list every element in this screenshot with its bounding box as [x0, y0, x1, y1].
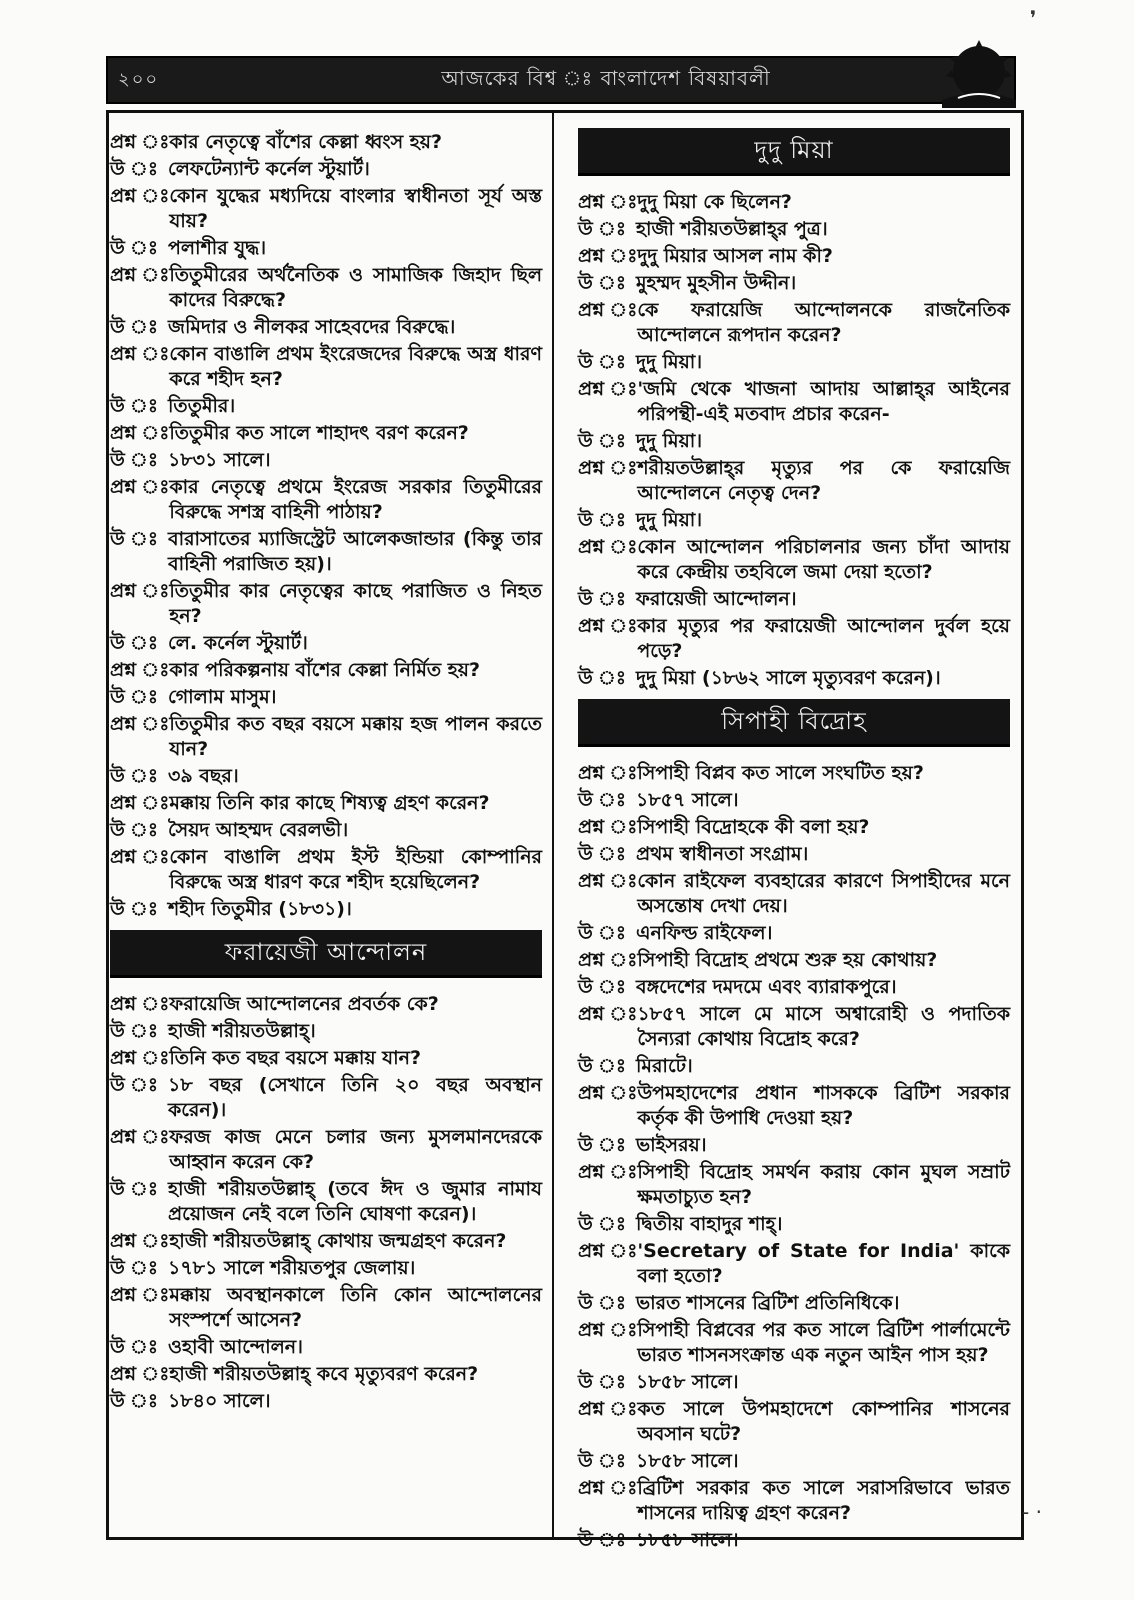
answer-text: ১৮৫৮ সালে। [636, 1450, 739, 1472]
question-item [578, 535, 1010, 585]
question-text: কোন বাঙালি প্রথম ইংরেজদের বিরুদ্ধে অস্ত্র ধারণ করে শহীদ হন? [169, 343, 542, 390]
question-item [578, 1160, 1010, 1210]
question-item [110, 1125, 542, 1175]
answer-item [110, 1256, 542, 1281]
question-text: কার মৃত্যুর পর ফরায়েজী আন্দোলন দুর্বল হয়ে পড়ে? [637, 615, 1010, 662]
question-text: কার নেতৃত্বে বাঁশের কেল্লা ধ্বংস হয়? [169, 131, 442, 153]
question-text: ফরায়েজি আন্দোলনের প্রবর্তক কে? [169, 993, 439, 1015]
answer-text: ৩৯ বছর। [168, 765, 239, 787]
left-column [110, 130, 542, 1416]
answer-marker: উ ঃ [110, 158, 158, 180]
answer-text: শহীদ তিতুমীর (১৮৩১)। [168, 898, 352, 920]
question-marker: প্রশ্ন ঃ [578, 1398, 638, 1420]
answer-text: হাজী শরীয়তউল্লাহ্‌র পুত্র। [636, 218, 828, 240]
answer-marker: উ ঃ [110, 1336, 158, 1358]
question-text: কোন বাঙালি প্রথম ইস্ট ইন্ডিয়া কোম্পানির বিরুদ্ধে অস্ত্র ধারণ করে শহীদ হয়েছিলেন? [169, 846, 542, 893]
answer-item [110, 394, 542, 419]
answer-marker: উ ঃ [578, 667, 626, 689]
question-item [110, 263, 542, 313]
answer-marker: উ ঃ [110, 632, 158, 654]
question-item [578, 377, 1010, 427]
question-marker: প্রশ্ন ঃ [110, 1363, 170, 1385]
question-marker: প্রশ্ন ঃ [110, 264, 170, 286]
question-marker: প্রশ্ন ঃ [110, 476, 170, 498]
answer-item [578, 1449, 1010, 1474]
answer-item [578, 1133, 1010, 1158]
answer-text: পলাশীর যুদ্ধ। [168, 237, 266, 259]
question-item [110, 184, 542, 234]
answer-text: তিতুমীর। [168, 395, 236, 417]
question-marker: প্রশ্ন ঃ [578, 299, 638, 321]
answer-item [578, 217, 1010, 242]
answer-item [110, 1073, 542, 1123]
question-item [578, 614, 1010, 664]
question-text: কোন রাইফেল ব্যবহারের কারণে সিপাহীদের মনে অসন্তোষ দেখা দেয়। [637, 870, 1010, 917]
answer-item [110, 631, 542, 656]
question-item [110, 579, 542, 629]
answer-marker: উ ঃ [578, 509, 626, 531]
answer-item [110, 818, 542, 843]
answer-marker: উ ঃ [110, 395, 158, 417]
answer-marker: উ ঃ [578, 218, 626, 240]
answer-text: হাজী শরীয়তউল্লাহ্। [168, 1020, 316, 1042]
answer-item [110, 448, 542, 473]
answer-item [110, 527, 542, 577]
answer-item [110, 1335, 542, 1360]
section-heading-sepoy-mutiny: সিপাহী বিদ্রোহ [578, 699, 1010, 747]
question-item [578, 948, 1010, 973]
question-text: সিপাহী বিপ্লব কত সালে সংঘটিত হয়? [637, 762, 924, 784]
answer-item [110, 1389, 542, 1414]
answer-item [578, 271, 1010, 296]
question-item [110, 712, 542, 762]
question-marker: প্রশ্ন ঃ [578, 1003, 638, 1025]
question-text: কে ফরায়েজি আন্দোলনকে রাজনৈতিক আন্দোলনে রূপদান করেন? [637, 299, 1010, 346]
answer-marker: উ ঃ [110, 1178, 158, 1200]
answer-text: দুদু মিয়া (১৮৬২ সালে মৃত্যুবরণ করেন)। [636, 667, 941, 689]
question-item [110, 658, 542, 683]
question-item [578, 1081, 1010, 1131]
answer-text: গোলাম মাসুম। [168, 686, 277, 708]
question-item [110, 475, 542, 525]
answer-marker: উ ঃ [578, 976, 626, 998]
answer-marker: উ ঃ [578, 1055, 626, 1077]
question-marker: প্রশ্ন ঃ [578, 1319, 638, 1341]
question-item [578, 1476, 1010, 1526]
question-item [578, 456, 1010, 506]
answer-marker: উ ঃ [578, 1134, 626, 1156]
answer-item [578, 429, 1010, 454]
column-divider [552, 110, 554, 1540]
answer-text: সৈয়দ আহম্মদ বেরলভী। [168, 819, 349, 841]
question-marker: প্রশ্ন ঃ [110, 846, 170, 868]
answer-item [110, 236, 542, 261]
question-text: 'জমি থেকে খাজনা আদায় আল্লাহ্‌র আইনের পরিপন্থী-এই মতবাদ প্রচার করেন- [637, 378, 1010, 425]
question-marker: প্রশ্ন ঃ [578, 816, 638, 838]
question-item [110, 130, 542, 155]
answer-marker: উ ঃ [110, 1074, 158, 1096]
answer-marker: উ ঃ [110, 765, 158, 787]
question-item [110, 845, 542, 895]
answer-marker: উ ঃ [110, 449, 158, 471]
question-marker: প্রশ্ন ঃ [578, 870, 638, 892]
answer-text: দুদু মিয়া। [636, 430, 703, 452]
question-item [110, 791, 542, 816]
answer-text: ১৮৪০ সালে। [168, 1390, 271, 1412]
answer-text: হাজী শরীয়তউল্লাহ্ (তবে ঈদ ও জুমার নামায প্রয়োজন নেই বলে তিনি ঘোষণা করেন)। [168, 1178, 542, 1225]
answer-item [578, 921, 1010, 946]
answer-text: মুহম্মদ মুহসীন উদ্দীন। [636, 272, 797, 294]
question-item [110, 1362, 542, 1387]
question-marker: প্রশ্ন ঃ [578, 1161, 638, 1183]
question-item [578, 815, 1010, 840]
answer-text: দুদু মিয়া। [636, 351, 703, 373]
question-text: কার পরিকল্পনায় বাঁশের কেল্লা নির্মিত হয়? [169, 659, 480, 681]
answer-text: জমিদার ও নীলকর সাহেবদের বিরুদ্ধে। [168, 316, 456, 338]
question-item [578, 1239, 1010, 1289]
answer-marker: উ ঃ [110, 1020, 158, 1042]
scan-mark: - · [1022, 1500, 1042, 1524]
running-title: আজকের বিশ্ব ঃ বাংলাদেশ বিষয়াবলী [441, 65, 771, 90]
question-text: হাজী শরীয়তউল্লাহ্ কোথায় জন্মগ্রহণ করেন? [169, 1230, 507, 1252]
answer-item [578, 1370, 1010, 1395]
answer-text: ভারত শাসনের ব্রিটিশ প্রতিনিধিকে। [636, 1292, 900, 1314]
question-marker: প্রশ্ন ঃ [578, 245, 638, 267]
answer-item [578, 666, 1010, 691]
scan-mark: ❜ [1030, 6, 1037, 30]
question-text: কত সালে উপমহাদেশে কোম্পানির শাসনের অবসান ঘটে? [637, 1398, 1010, 1445]
question-marker: প্রশ্ন ঃ [110, 131, 170, 153]
question-item [578, 190, 1010, 215]
question-text: কোন যুদ্ধের মধ্যদিয়ে বাংলার স্বাধীনতা সূর্য অস্ত যায়? [169, 185, 542, 232]
question-text: দুদু মিয়া কে ছিলেন? [637, 191, 792, 213]
answer-item [578, 508, 1010, 533]
question-marker: প্রশ্ন ঃ [578, 1082, 638, 1104]
sepoy-mutiny-qa-list [578, 761, 1010, 1553]
titumir-qa-list [110, 130, 542, 922]
question-text: সিপাহী বিদ্রোহ প্রথমে শুরু হয় কোথায়? [637, 949, 938, 971]
right-column [578, 124, 1010, 1555]
question-text: সিপাহী বিদ্রোহ সমর্থন করায় কোন মুঘল সম্রাট ক্ষমতাচ্যুত হন? [637, 1161, 1010, 1208]
answer-text: দ্বিতীয় বাহাদুর শাহ্‌। [636, 1213, 783, 1235]
answer-text: ১৮ বছর (সেখানে তিনি ২০ বছর অবস্থান করেন)। [168, 1074, 542, 1121]
question-text: কার নেতৃত্বে প্রথমে ইংরেজ সরকার তিতুমীরের বিরুদ্ধে সশস্ত্র বাহিনী পাঠায়? [169, 476, 542, 523]
question-text: 'Secretary of State for India' কাকে বলা হতো? [637, 1240, 1010, 1287]
answer-item [578, 842, 1010, 867]
question-text: মক্কায় তিনি কার কাছে শিষ্যত্ব গ্রহণ করেন? [169, 792, 490, 814]
section-heading-dudu-miya: দুদু মিয়া [578, 128, 1010, 176]
question-text: মক্কায় অবস্থানকালে তিনি কোন আন্দোলনের সংস্পর্শে আসেন? [169, 1284, 542, 1331]
question-marker: প্রশ্ন ঃ [110, 993, 170, 1015]
question-text: উপমহাদেশের প্রধান শাসককে ব্রিটিশ সরকার কর্তৃক কী উপাধি দেওয়া হয়? [637, 1082, 1010, 1129]
answer-marker: উ ঃ [110, 237, 158, 259]
question-marker: প্রশ্ন ঃ [110, 659, 170, 681]
question-item [110, 1283, 542, 1333]
question-marker: প্রশ্ন ঃ [578, 762, 638, 784]
answer-item [578, 975, 1010, 1000]
answer-item [578, 1291, 1010, 1316]
answer-text: ১৮৫৭ সালে। [636, 789, 739, 811]
question-item [578, 244, 1010, 269]
answer-text: প্রথম স্বাধীনতা সংগ্রাম। [636, 843, 809, 865]
question-item [578, 1318, 1010, 1368]
answer-item [110, 1019, 542, 1044]
question-text: ব্রিটিশ সরকার কত সালে সরাসরিভাবে ভারত শাসনের দায়িত্ব গ্রহণ করেন? [637, 1477, 1010, 1524]
question-text: দুদু মিয়ার আসল নাম কী? [637, 245, 833, 267]
answer-marker: উ ঃ [110, 1257, 158, 1279]
question-text: শরীয়তউল্লাহ্‌র মৃত্যুর পর কে ফরায়েজি আন্দোলনে নেতৃত্ব দেন? [637, 457, 1010, 504]
question-text: সিপাহী বিপ্লবের পর কত সালে ব্রিটিশ পার্লামেন্টে ভারত শাসনসংক্রান্ত এক নতুন আইন পাস হয়? [637, 1319, 1010, 1366]
question-marker: প্রশ্ন ঃ [110, 1284, 170, 1306]
answer-item [578, 587, 1010, 612]
question-marker: প্রশ্ন ঃ [578, 949, 638, 971]
answer-item [110, 897, 542, 922]
dudu-miya-qa-list [578, 190, 1010, 691]
question-marker: প্রশ্ন ঃ [578, 378, 638, 400]
question-text: সিপাহী বিদ্রোহকে কী বলা হয়? [637, 816, 870, 838]
answer-item [578, 1212, 1010, 1237]
answer-marker: উ ঃ [110, 686, 158, 708]
question-text: তিতুমীরের অর্থনৈতিক ও সামাজিক জিহাদ ছিল কাদের বিরুদ্ধে? [169, 264, 542, 311]
question-marker: প্রশ্ন ঃ [110, 185, 170, 207]
question-text: তিনি কত বছর বয়সে মক্কায় যান? [169, 1047, 421, 1069]
question-marker: প্রশ্ন ঃ [578, 615, 638, 637]
answer-marker: উ ঃ [578, 922, 626, 944]
answer-text: দুদু মিয়া। [636, 509, 703, 531]
question-item [578, 761, 1010, 786]
answer-item [110, 764, 542, 789]
answer-marker: উ ঃ [578, 1292, 626, 1314]
question-text: ১৮৫৭ সালে মে মাসে অশ্বারোহী ও পদাতিক সৈন্যরা কোথায় বিদ্রোহ করে? [637, 1003, 1010, 1050]
answer-text: ফরায়েজী আন্দোলন। [636, 588, 797, 610]
question-marker: প্রশ্ন ঃ [578, 457, 638, 479]
question-marker: প্রশ্ন ঃ [110, 422, 170, 444]
question-item [578, 1002, 1010, 1052]
question-text: তিতুমীর কত বছর বয়সে মক্কায় হজ পালন করতে যান? [169, 713, 542, 760]
answer-text: ওহাবী আন্দোলন। [168, 1336, 303, 1358]
question-text: তিতুমীর কার নেতৃত্বের কাছে পরাজিত ও নিহত হন? [169, 580, 542, 627]
answer-text: বঙ্গদেশের দমদমে এবং ব্যারাকপুরে। [636, 976, 897, 998]
question-item [110, 1046, 542, 1071]
answer-marker: উ ঃ [110, 1390, 158, 1412]
answer-marker: উ ঃ [578, 1450, 626, 1472]
question-marker: প্রশ্ন ঃ [110, 1126, 170, 1148]
answer-marker: উ ঃ [578, 351, 626, 373]
answer-text: এনফিল্ড রাইফেল। [636, 922, 773, 944]
answer-marker: উ ঃ [110, 528, 158, 550]
answer-text: লে. কর্নেল স্টুয়ার্ট। [168, 632, 308, 654]
question-marker: প্রশ্ন ঃ [110, 713, 170, 735]
question-item [578, 298, 1010, 348]
answer-marker: উ ঃ [110, 316, 158, 338]
answer-marker: উ ঃ [578, 430, 626, 452]
answer-text: বারাসাতের ম্যাজিস্ট্রেট আলেকজান্ডার (কিন্তু তার বাহিনী পরাজিত হয়)। [168, 528, 542, 575]
answer-item [578, 350, 1010, 375]
page-header-banner [106, 56, 1016, 104]
question-marker: প্রশ্ন ঃ [110, 792, 170, 814]
answer-marker: উ ঃ [578, 272, 626, 294]
page-number: ২০০ [118, 68, 160, 90]
answer-text: লেফটেন্যান্ট কর্নেল স্টুয়ার্ট। [168, 158, 370, 180]
question-text: ফরজ কাজ মেনে চলার জন্য মুসলমানদেরকে আহ্বান করেন কে? [169, 1126, 542, 1173]
question-item [110, 992, 542, 1017]
answer-text: ১৭৮১ সালে শরীয়তপুর জেলায়। [168, 1257, 416, 1279]
section-heading-faraizi: ফরায়েজী আন্দোলন [110, 930, 542, 978]
answer-marker: উ ঃ [110, 898, 158, 920]
answer-item [110, 1177, 542, 1227]
publisher-emblem-icon [938, 38, 1020, 110]
question-text: তিতুমীর কত সালে শাহাদৎ বরণ করেন? [169, 422, 469, 444]
answer-text: মিরাটে। [636, 1055, 693, 1077]
answer-text: ১৮৫৮ সালে। [636, 1529, 739, 1551]
answer-item [110, 685, 542, 710]
answer-marker: উ ঃ [578, 843, 626, 865]
answer-text: ভাইসরয়। [636, 1134, 707, 1156]
answer-item [110, 157, 542, 182]
question-marker: প্রশ্ন ঃ [578, 536, 638, 558]
answer-item [578, 788, 1010, 813]
answer-marker: উ ঃ [578, 1213, 626, 1235]
question-marker: প্রশ্ন ঃ [578, 191, 638, 213]
faraizi-qa-list [110, 992, 542, 1414]
question-item [110, 1229, 542, 1254]
answer-item [578, 1054, 1010, 1079]
question-marker: প্রশ্ন ঃ [110, 1230, 170, 1252]
answer-marker: উ ঃ [578, 789, 626, 811]
question-item [578, 869, 1010, 919]
answer-text: ১৮৩১ সালে। [168, 449, 271, 471]
question-item [110, 342, 542, 392]
question-marker: প্রশ্ন ঃ [110, 1047, 170, 1069]
question-marker: প্রশ্ন ঃ [110, 343, 170, 365]
answer-marker: উ ঃ [578, 588, 626, 610]
question-item [110, 421, 542, 446]
question-text: কোন আন্দোলন পরিচালনার জন্য চাঁদা আদায় করে কেন্দ্রীয় তহবিলে জমা দেয়া হতো? [637, 536, 1010, 583]
question-item [578, 1397, 1010, 1447]
question-text: হাজী শরীয়তউল্লাহ্ কবে মৃত্যুবরণ করেন? [169, 1363, 479, 1385]
answer-marker: উ ঃ [110, 819, 158, 841]
answer-marker: উ ঃ [578, 1371, 626, 1393]
question-marker: প্রশ্ন ঃ [110, 580, 170, 602]
answer-item [578, 1528, 1010, 1553]
answer-item [110, 315, 542, 340]
question-marker: প্রশ্ন ঃ [578, 1240, 638, 1262]
question-marker: প্রশ্ন ঃ [578, 1477, 638, 1499]
answer-text: ১৮৫৮ সালে। [636, 1371, 739, 1393]
answer-marker: উ ঃ [578, 1529, 626, 1551]
